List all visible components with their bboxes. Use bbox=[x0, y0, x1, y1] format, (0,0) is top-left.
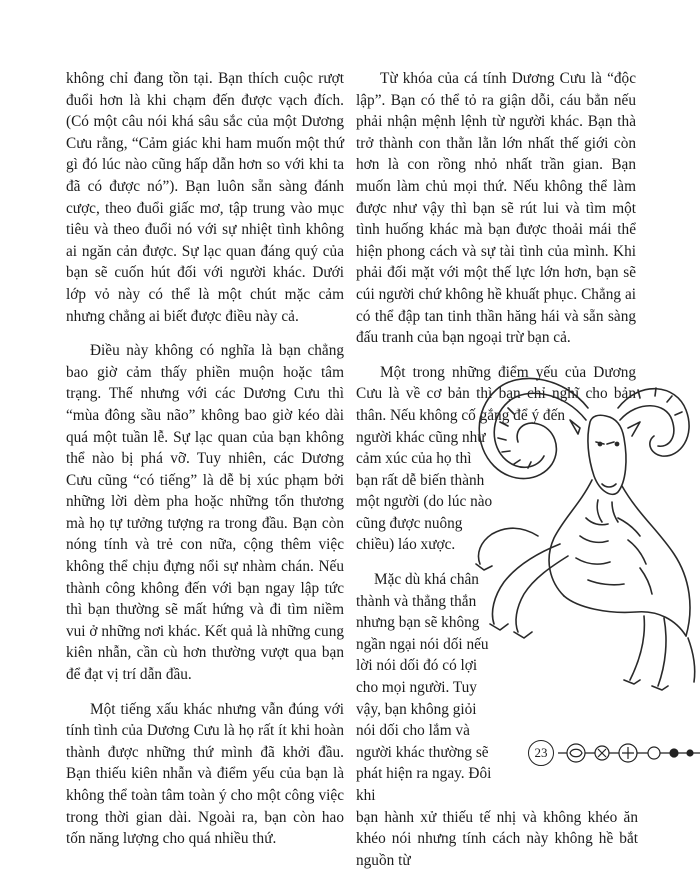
left-paragraph-2: Điều này không có nghĩa là bạn chẳng bao giờ cảm thấy phiền muộn hoặc tâm trạng. Thế nhưng với các Dương Cưu thì “mùa đông sầu não” không bao giờ kéo dài quá một tuần lễ. Sự lạc quan của bạn không thể nào bị phá vỡ. Tuy nhiên, các Dương Cưu cũng “có tiếng” là dễ bị xúc phạm bởi những lời dèm pha hoặc những tổn thương mà họ tự tưởng tượng ra trong đầu. Bạn còn nóng tính và trẻ con nữa, cộng thêm việc không thể chịu đựng nổi sự nhàm chán. Nếu thành công không đến với bạn ngay lập tức thì bạn thường sẽ mất hứng và đi tìm niềm vui ở những nơi khác. Kết quả là những cung kiên nhẫn, cần cù hơn thường vượt qua bạn để đạt vị trí dẫn đầu. bbox=[66, 342, 344, 684]
right-paragraph-3-bottom: bạn hành xử thiếu tế nhị và không khéo ăn khéo nói nhưng tính cách này không hề bắt nguồn từ bbox=[356, 808, 638, 869]
right-paragraph-2-top: Một trong những điểm yếu của Dương Cưu là về cơ bản thì bạn chỉ nghĩ cho bản thân. Nếu không cố gắng để ý đến bbox=[356, 363, 636, 424]
right-paragraph-3-wrap: Mặc dù khá chân thành và thẳng thắn nhưng bạn sẽ không ngần ngại nói dối nếu lời nói dối đó có lợi cho mọi người. Tuy vậy, bạn không giỏi nói dối cho lắm và người khác thường sẽ phát hiện ra ngay. Đôi khi bbox=[356, 571, 492, 804]
right-paragraph-2-wrap: người khác cũng như cảm xúc của họ thì bạn rất dễ biến thành một người (do lúc nào cũng được nuông chiều) láo xược. bbox=[356, 428, 493, 554]
left-paragraph-1: không chỉ đang tồn tại. Bạn thích cuộc rượt đuổi hơn là khi chạm đến được vạch đích. (Có một câu nói khá sâu sắc của một Dương Cưu rằng, “Cảm giác khi ham muốn một thứ gì đó lúc nào cũng hấp dẫn hơn so với khi ta đã có được nó”). Bạn luôn sẵn sàng đánh cược, theo đuổi giấc mơ, tập trung vào mục tiêu và theo đuổi nó với sự nhiệt tình không ai ngăn cản được. Sự lạc quan đáng quý của bạn sẽ cuốn hút đối với người khác. Dưới lớp vỏ này có thể là một chút mặc cảm nhưng chẳng ai biết được điều này cả. bbox=[66, 70, 344, 325]
left-text-column bbox=[66, 68, 344, 863]
ram-illustration-icon bbox=[468, 368, 700, 698]
footer-ornament-icon bbox=[558, 740, 700, 766]
page-footer bbox=[528, 740, 700, 766]
page-number: 23 bbox=[528, 740, 554, 766]
left-paragraph-3: Một tiếng xấu khác nhưng vẫn đúng với tính tình của Dương Cưu là họ rất ít khi hoàn thành được những thứ mình đã khởi đầu. Bạn thiếu kiên nhẫn và điểm yếu của bạn là không thể toàn tâm toàn ý cho một công việc trong thời gian dài. Ngoài ra, bạn còn hao tốn năng lượng cho quá nhiều thứ. bbox=[66, 700, 344, 848]
right-paragraph-1: Từ khóa của cá tính Dương Cưu là “độc lập”. Bạn có thể tỏ ra giận dỗi, cáu bẳn nếu phải nhận mệnh lệnh từ người khác. Bạn thà trở thành con thằn lằn lớn nhất thế giới còn hơn là con rồng nhỏ nhất trần gian. Bạn muốn làm chủ mọi thứ. Nếu không thể làm được như vậy thì bạn sẽ rút lui và tìm một tình huống khác mà bạn được thoải mái thể hiện phong cách và sự tài tình của mình. Khi phải đối mặt với một thế lực lớn hơn, bạn sẽ cúi người chứ không hề khuất phục. Chẳng ai có thể đập tan tinh thần hăng hái và sẵn sàng đấu tranh của bạn ngoại trừ bạn cả. bbox=[356, 70, 636, 347]
